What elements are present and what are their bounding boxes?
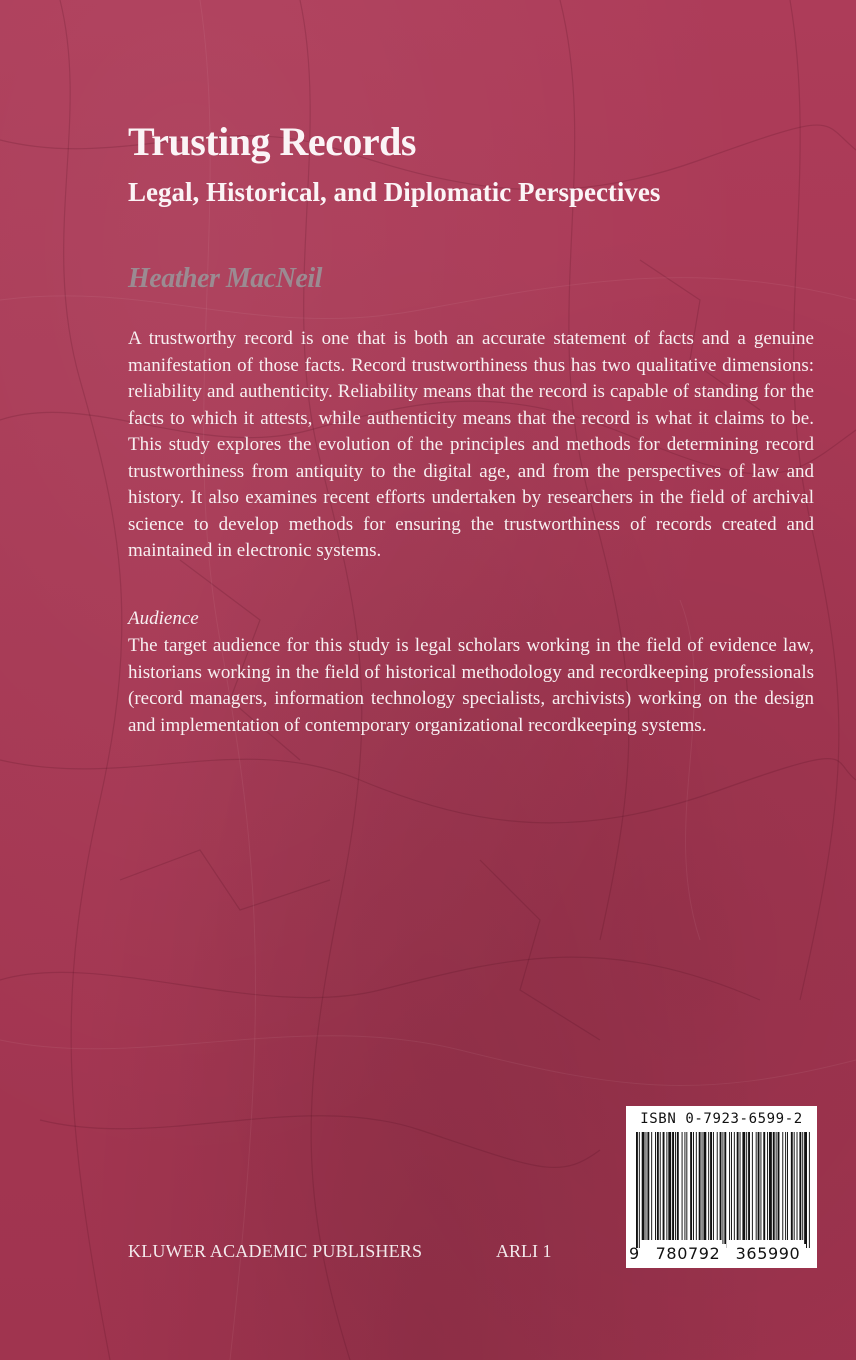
barcode-bar [791, 1132, 793, 1240]
barcode-bar [693, 1132, 694, 1240]
barcode-bar [666, 1132, 667, 1240]
barcode-bar [713, 1132, 714, 1240]
barcode-bar [636, 1132, 638, 1248]
barcode-bar [663, 1132, 665, 1240]
barcode-bar [686, 1132, 687, 1240]
audience-heading: Audience [128, 608, 199, 629]
barcode-bar [724, 1132, 726, 1248]
barcode-bar [742, 1132, 745, 1240]
barcode-bar [785, 1132, 786, 1240]
barcode-bar [782, 1132, 783, 1240]
barcode-bar [787, 1132, 788, 1240]
book-title: Trusting Records [128, 119, 416, 164]
barcode-bar [802, 1132, 803, 1240]
barcode-bar [710, 1132, 712, 1240]
barcode-bar [684, 1132, 685, 1240]
barcode-bar [797, 1132, 798, 1240]
publisher-name: KLUWER ACADEMIC PUBLISHERS [128, 1241, 423, 1261]
barcode-bar [746, 1132, 747, 1240]
barcode-bar [699, 1132, 701, 1240]
barcode-bar [804, 1132, 807, 1248]
author-name: Heather MacNeil [128, 263, 322, 294]
barcode-bar [696, 1132, 697, 1240]
barcode-bar [702, 1132, 703, 1240]
isbn-barcode-block [626, 1106, 817, 1268]
barcode-bar [708, 1132, 709, 1240]
barcode-bar [682, 1132, 683, 1240]
barcode-bar [756, 1132, 757, 1240]
barcode-bar [675, 1132, 676, 1240]
barcode-bar [703, 1132, 706, 1240]
barcode-bar [769, 1132, 772, 1240]
barcode-bar [639, 1132, 640, 1248]
barcode-bar [642, 1132, 645, 1240]
barcode-bar [651, 1132, 652, 1240]
barcode-bar [655, 1132, 656, 1240]
barcode-right-digits: 365990 [730, 1244, 806, 1264]
audience-text: The target audience for this study is legal scholars working in the field of evidence law, historians working in the field of historical methodology and recordkeeping professionals (record managers, information technology specialists, archivists) working on the design and implementation of contemporary organizational recordkeeping systems. [128, 635, 814, 736]
barcode-bar [778, 1132, 780, 1240]
book-summary: A trustworthy record is one that is both an accurate statement of facts and a genuine manifestation of those facts. Record trustworthiness thus has two qualitative dimensions: reliability and authenticity. Reliability means that the record is capable of standing for the facts to which it attests, while authenticity means that the record is what it claims to be. This study explores the evolution of the principles and methods for determining record trustworthiness from antiquity to the digital age, and from the perspectives of law and history. It also examines recent efforts undertaken by researchers in the field of archival science to develop methods for ensuring the trustworthiness of records created and maintained in electronic systems. [128, 328, 814, 561]
barcode-bar [776, 1132, 777, 1240]
barcode-bar [809, 1132, 810, 1248]
barcode-bar [737, 1132, 739, 1240]
barcode-left-digits: 780792 [650, 1244, 726, 1264]
barcode-bar [752, 1132, 753, 1240]
barcode-bar [731, 1132, 732, 1240]
isbn-label: ISBN 0-7923-6599-2 [640, 1111, 803, 1127]
barcode-bar [717, 1132, 718, 1240]
barcode-bar [690, 1132, 692, 1240]
barcode-bar [767, 1132, 768, 1240]
barcode-bar [729, 1132, 730, 1240]
barcode-bar [760, 1132, 761, 1240]
barcode-bar [647, 1132, 649, 1240]
barcode-bar [773, 1132, 775, 1240]
barcode-bar [763, 1132, 765, 1240]
barcode-bar [672, 1132, 674, 1240]
barcode-bar [794, 1132, 795, 1240]
barcode-bar [646, 1132, 647, 1240]
barcode-bar [660, 1132, 661, 1240]
barcode-bar [748, 1132, 750, 1240]
barcode-bar [657, 1132, 659, 1240]
barcode-icon [634, 1132, 812, 1248]
barcode-bar [734, 1132, 735, 1240]
barcode-bar [758, 1132, 760, 1240]
barcode-bar [722, 1132, 723, 1248]
barcode-digits [626, 1244, 817, 1266]
barcode-bar [677, 1132, 679, 1240]
barcode-bar [799, 1132, 801, 1240]
book-subtitle: Legal, Historical, and Diplomatic Perspectives [128, 177, 661, 207]
series-code: ARLI 1 [496, 1241, 552, 1261]
barcode-bar [668, 1132, 671, 1240]
barcode-first-digit: 9 [629, 1244, 640, 1263]
barcode-bar [720, 1132, 722, 1240]
barcode-bar [740, 1132, 741, 1240]
